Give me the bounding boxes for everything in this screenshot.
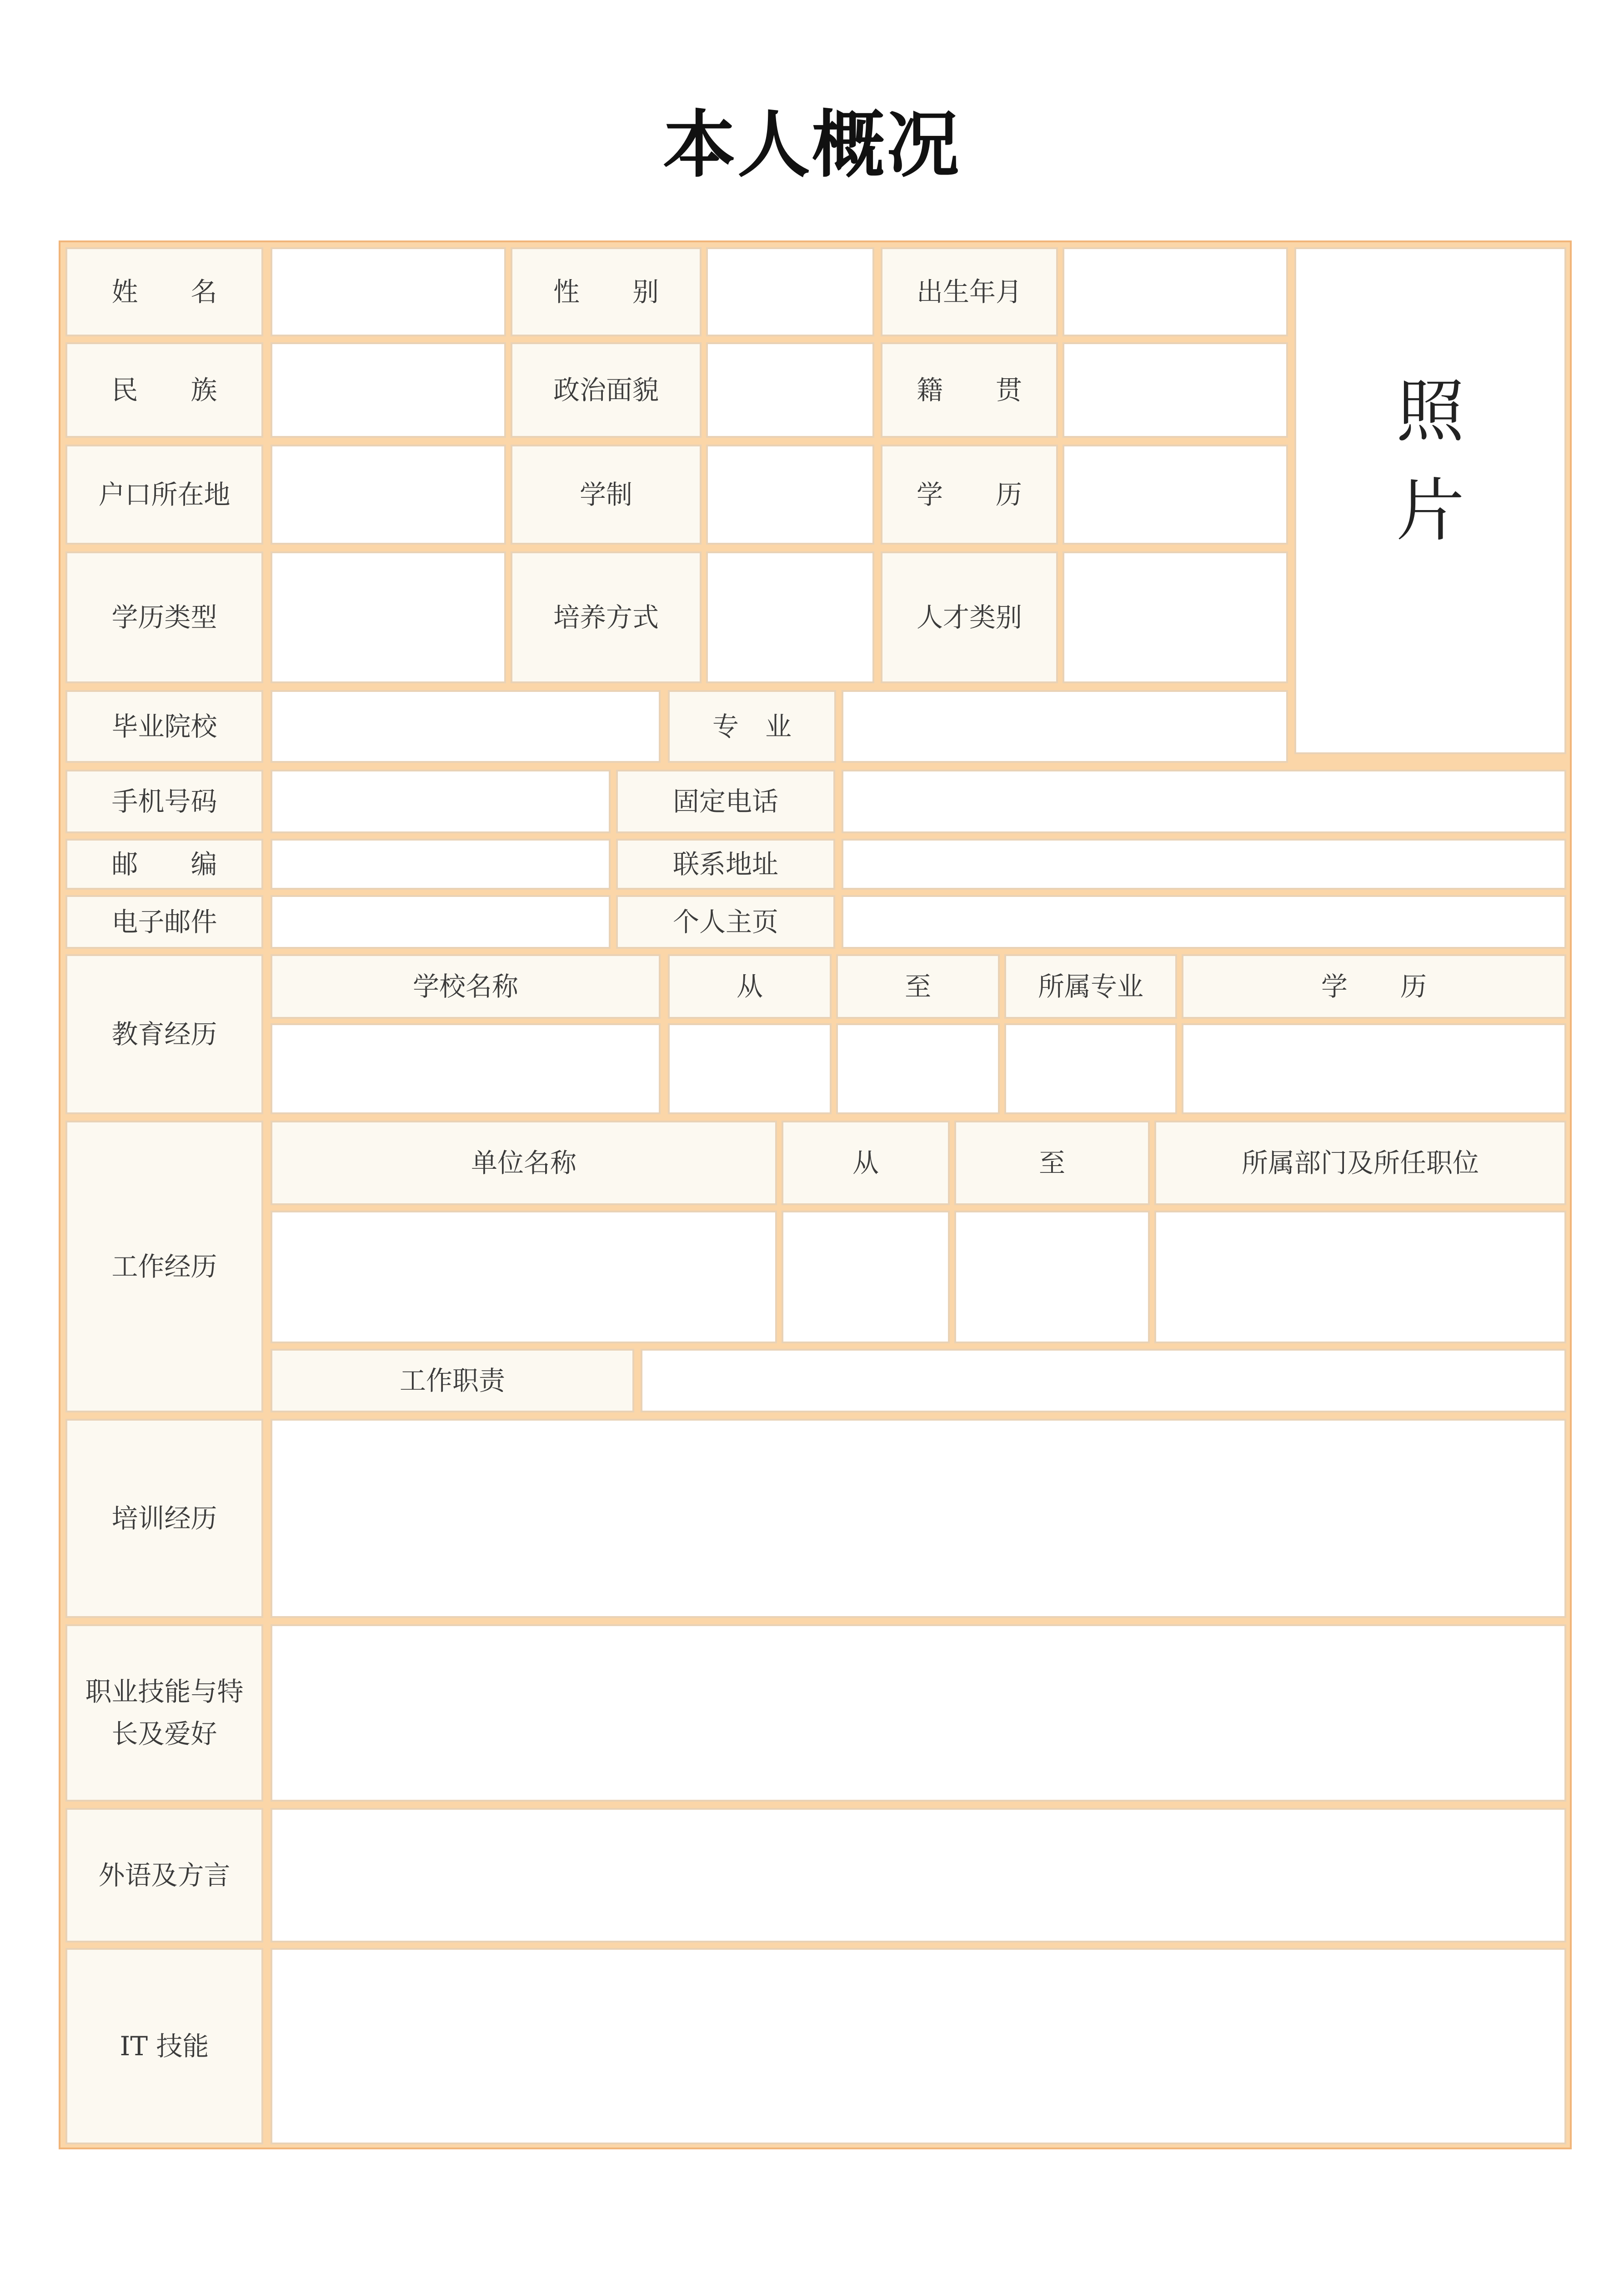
label-native: 籍 贯 (881, 342, 1058, 438)
field-languages[interactable] (271, 1808, 1566, 1943)
label-major: 专 业 (668, 690, 836, 763)
label-name: 姓 名 (65, 247, 263, 336)
field-degree-type[interactable] (271, 551, 506, 683)
field-address[interactable] (842, 839, 1566, 890)
label-it: IT 技能 (65, 1948, 263, 2144)
field-landline[interactable] (842, 770, 1566, 833)
label-training: 培训经历 (65, 1419, 263, 1618)
label-school: 毕业院校 (65, 690, 263, 763)
edu-header-major: 所属专业 (1004, 954, 1177, 1019)
label-ethnicity: 民 族 (65, 342, 263, 438)
label-training-mode: 培养方式 (511, 551, 702, 683)
edu-header-from: 从 (668, 954, 832, 1019)
field-postcode[interactable] (271, 839, 611, 890)
field-degree[interactable] (1063, 445, 1288, 545)
label-work: 工作经历 (65, 1121, 263, 1412)
resume-form (59, 240, 1572, 2149)
field-school[interactable] (271, 690, 661, 763)
edu-field-from[interactable] (668, 1023, 832, 1114)
work-header-duties: 工作职责 (271, 1349, 634, 1412)
label-skills (65, 1624, 263, 1802)
field-talent-type[interactable] (1063, 551, 1288, 683)
field-major[interactable] (842, 690, 1288, 763)
label-education: 教育经历 (65, 954, 263, 1114)
field-training[interactable] (271, 1419, 1566, 1618)
field-email[interactable] (271, 895, 611, 949)
label-landline: 固定电话 (616, 770, 835, 833)
work-header-from: 从 (782, 1121, 950, 1205)
field-homepage[interactable] (842, 895, 1566, 949)
label-talent-type: 人才类别 (881, 551, 1058, 683)
photo-label-2: 片 (1396, 471, 1464, 551)
work-field-position[interactable] (1154, 1211, 1566, 1343)
work-field-company[interactable] (271, 1211, 777, 1343)
work-header-company: 单位名称 (271, 1121, 777, 1205)
label-skills-line2: 长及爱好 (111, 1718, 217, 1749)
label-birth: 出生年月 (881, 247, 1058, 336)
edu-field-school[interactable] (271, 1023, 661, 1114)
label-address: 联系地址 (616, 839, 835, 890)
field-political[interactable] (706, 342, 874, 438)
field-native[interactable] (1063, 342, 1288, 438)
label-degree-type: 学历类型 (65, 551, 263, 683)
label-languages: 外语及方言 (65, 1808, 263, 1943)
label-homepage: 个人主页 (616, 895, 835, 949)
edu-header-to: 至 (836, 954, 1000, 1019)
field-schooling-years[interactable] (706, 445, 874, 545)
field-birth[interactable] (1063, 247, 1288, 336)
label-schooling-years: 学制 (511, 445, 702, 545)
field-mobile[interactable] (271, 770, 611, 833)
photo-box[interactable] (1294, 247, 1566, 754)
work-header-to: 至 (954, 1121, 1150, 1205)
label-skills-line1: 职业技能与特 (85, 1676, 244, 1707)
label-gender: 性 别 (511, 247, 702, 336)
edu-field-degree[interactable] (1182, 1023, 1566, 1114)
page-title: 本人概况 (662, 102, 961, 187)
label-degree: 学 历 (881, 445, 1058, 545)
field-it[interactable] (271, 1948, 1566, 2144)
edu-header-school: 学校名称 (271, 954, 661, 1019)
label-postcode: 邮 编 (65, 839, 263, 890)
edu-field-major[interactable] (1004, 1023, 1177, 1114)
field-training-mode[interactable] (706, 551, 874, 683)
field-ethnicity[interactable] (271, 342, 506, 438)
work-field-duties[interactable] (641, 1349, 1566, 1412)
label-mobile: 手机号码 (65, 770, 263, 833)
field-name[interactable] (271, 247, 506, 336)
field-hukou[interactable] (271, 445, 506, 545)
edu-header-degree: 学 历 (1182, 954, 1566, 1019)
photo-label-1: 照 (1396, 372, 1464, 451)
edu-field-to[interactable] (836, 1023, 1000, 1114)
work-header-position: 所属部门及所任职位 (1154, 1121, 1566, 1205)
work-field-from[interactable] (782, 1211, 950, 1343)
label-hukou: 户口所在地 (65, 445, 263, 545)
field-gender[interactable] (706, 247, 874, 336)
label-political: 政治面貌 (511, 342, 702, 438)
label-email: 电子邮件 (65, 895, 263, 949)
work-field-to[interactable] (954, 1211, 1150, 1343)
field-skills[interactable] (271, 1624, 1566, 1802)
